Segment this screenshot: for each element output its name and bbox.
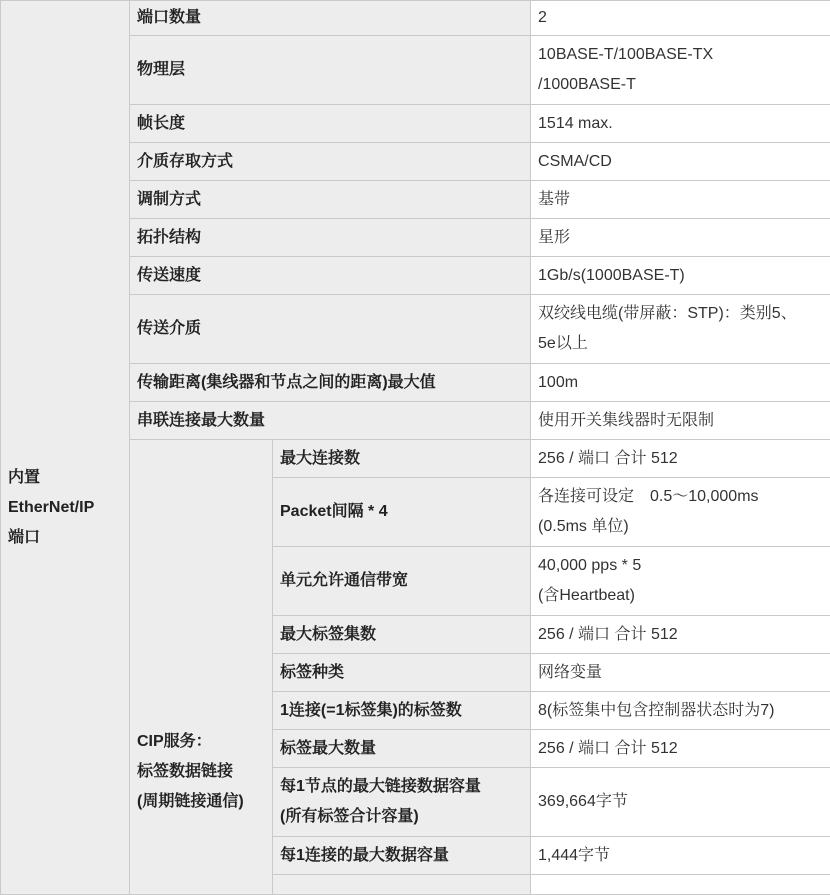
spec-value: 星形	[531, 219, 830, 257]
cip-label: 每1节点的最大链接数据容量 (所有标签合计容量)	[273, 768, 531, 837]
cip-value: 256 / 端口 合计 512	[531, 440, 830, 478]
cip-value: 369,664字节	[531, 768, 830, 837]
cip-value: 1,444字节	[531, 837, 830, 875]
spec-label: 帧长度	[130, 105, 531, 143]
spec-value: 2	[531, 1, 830, 36]
cip-label-line: (周期链接通信)	[137, 787, 265, 817]
spec-value: CSMA/CD	[531, 143, 830, 181]
spec-label: 端口数量	[130, 1, 531, 36]
cip-label: 标签最大数量	[273, 730, 531, 768]
spec-value: 10BASE-T/100BASE-TX /1000BASE-T	[531, 36, 830, 105]
spec-value: 100m	[531, 364, 830, 402]
cip-label: 标签种类	[273, 654, 531, 692]
cip-value: 256 / 端口 合计 512	[531, 730, 830, 768]
cip-label: 最大标签集数	[273, 616, 531, 654]
cip-group-label	[130, 440, 273, 895]
spec-label: 传送介质	[130, 295, 531, 364]
cip-label: 1连接(=1标签集)的标签数	[273, 692, 531, 730]
port-label-line: EtherNet/IP	[8, 493, 122, 523]
cip-label: Packet间隔 * 4	[273, 478, 531, 547]
cip-value: 各连接可设定 0.5～10,000ms (0.5ms 单位)	[531, 478, 830, 547]
port-label-line: 内置	[8, 463, 122, 493]
spec-value: 1514 max.	[531, 105, 830, 143]
spec-label: 调制方式	[130, 181, 531, 219]
spec-label: 拓扑结构	[130, 219, 531, 257]
spec-value: 1Gb/s(1000BASE-T)	[531, 257, 830, 295]
cip-label: 每1连接的最大数据容量	[273, 837, 531, 875]
cip-value	[531, 875, 830, 895]
cip-label-line: 标签数据链接	[137, 757, 265, 787]
spec-label: 传输距离(集线器和节点之间的距离)最大值	[130, 364, 531, 402]
cip-label	[273, 875, 531, 895]
cip-label-line: CIP服务：	[137, 727, 265, 757]
cip-value: 网络变量	[531, 654, 830, 692]
cip-label: 最大连接数	[273, 440, 531, 478]
port-label-line: 端口	[8, 523, 122, 553]
spec-value: 双绞线电缆(带屏蔽：STP)：类别5、 5e以上	[531, 295, 830, 364]
cip-value: 256 / 端口 合计 512	[531, 616, 830, 654]
spec-label: 串联连接最大数量	[130, 402, 531, 440]
cip-label: 单元允许通信带宽	[273, 547, 531, 616]
spec-value: 基带	[531, 181, 830, 219]
spec-row	[1, 1, 830, 36]
spec-label: 物理层	[130, 36, 531, 105]
cip-value: 40,000 pps * 5 (含Heartbeat)	[531, 547, 830, 616]
spec-label: 传送速度	[130, 257, 531, 295]
spec-value: 使用开关集线器时无限制	[531, 402, 830, 440]
spec-label: 介质存取方式	[130, 143, 531, 181]
port-group-label	[1, 1, 130, 895]
cip-value: 8(标签集中包含控制器状态时为7)	[531, 692, 830, 730]
